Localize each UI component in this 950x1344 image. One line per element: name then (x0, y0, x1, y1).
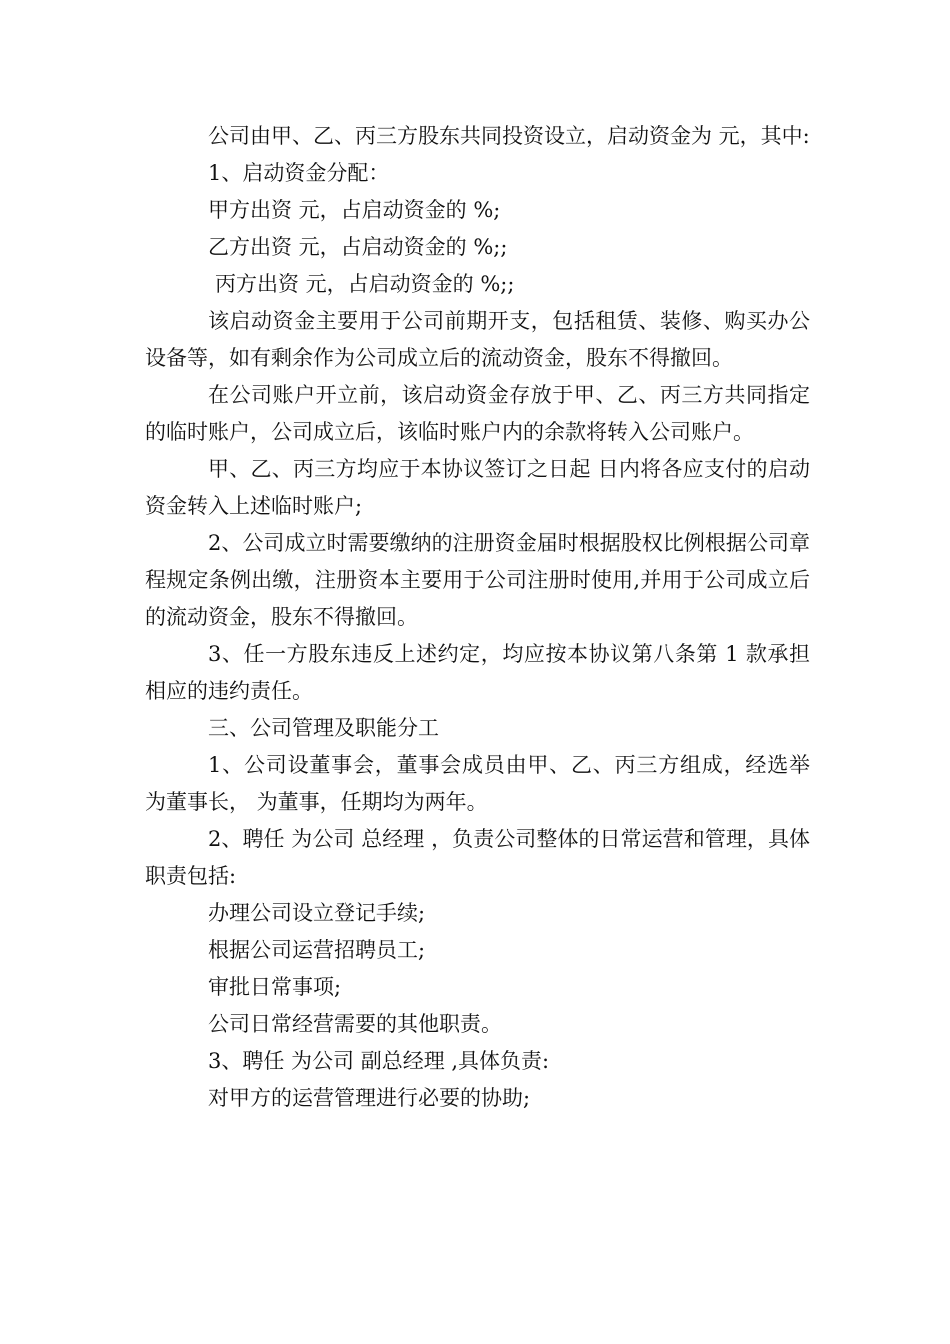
list-item-approval: 审批日常事项; (208, 975, 342, 999)
paragraph-transfer-deadline: 甲、乙、丙三方均应于本协议签订之日起 日内将各应支付的启动资金转入上述临时账户; (145, 457, 810, 518)
list-item-other-duties: 公司日常经营需要的其他职责。 (208, 1012, 502, 1036)
paragraph-board-of-directors: 1、公司设董事会，董事会成员由甲、乙、丙三方组成，经选举 为董事长， 为董事，任期均为两年。 (145, 753, 810, 814)
paragraph-breach-liability: 3、任一方股东违反上述约定，均应按本协议第八条第 1 款承担相应的违约责任。 (145, 642, 810, 703)
paragraph-capital-usage: 该启动资金主要用于公司前期开支，包括租赁、装修、购买办公设备等，如有剩余作为公司成立后的流动资金，股东不得撤回。 (145, 309, 810, 370)
section-heading-management: 三、公司管理及职能分工 (208, 716, 439, 740)
paragraph-capital-intro: 公司由甲、乙、丙三方股东共同投资设立，启动资金为 元，其中: (208, 124, 810, 148)
paragraph-general-manager: 2、聘任 为公司 总经理 ，负责公司整体的日常运营和管理，具体职责包括: (145, 827, 810, 888)
document-body (145, 118, 810, 1117)
list-item-registration: 办理公司设立登记手续; (208, 901, 426, 925)
list-item-recruitment: 根据公司运营招聘员工; (208, 938, 426, 962)
paragraph-party-b-contribution: 乙方出资 元，占启动资金的 %;; (208, 235, 508, 259)
paragraph-party-a-contribution: 甲方出资 元，占启动资金的 %; (208, 198, 501, 222)
paragraph-party-c-contribution: 丙方出资 元，占启动资金的 %;; (215, 272, 515, 296)
paragraph-temporary-account: 在公司账户开立前，该启动资金存放于甲、乙、丙三方共同指定的临时账户，公司成立后，该临时账户内的余款将转入公司账户。 (145, 383, 810, 444)
paragraph-capital-allocation-heading: 1、启动资金分配： (208, 161, 390, 185)
paragraph-registered-capital: 2、公司成立时需要缴纳的注册资金届时根据股权比例根据公司章程规定条例出缴，注册资本主要用于公司注册时使用,并用于公司成立后的流动资金，股东不得撤回。 (145, 531, 810, 629)
list-item-assist-party-a: 对甲方的运营管理进行必要的协助; (208, 1086, 531, 1110)
paragraph-deputy-manager: 3、聘任 为公司 副总经理 ,具体负责: (208, 1049, 550, 1073)
